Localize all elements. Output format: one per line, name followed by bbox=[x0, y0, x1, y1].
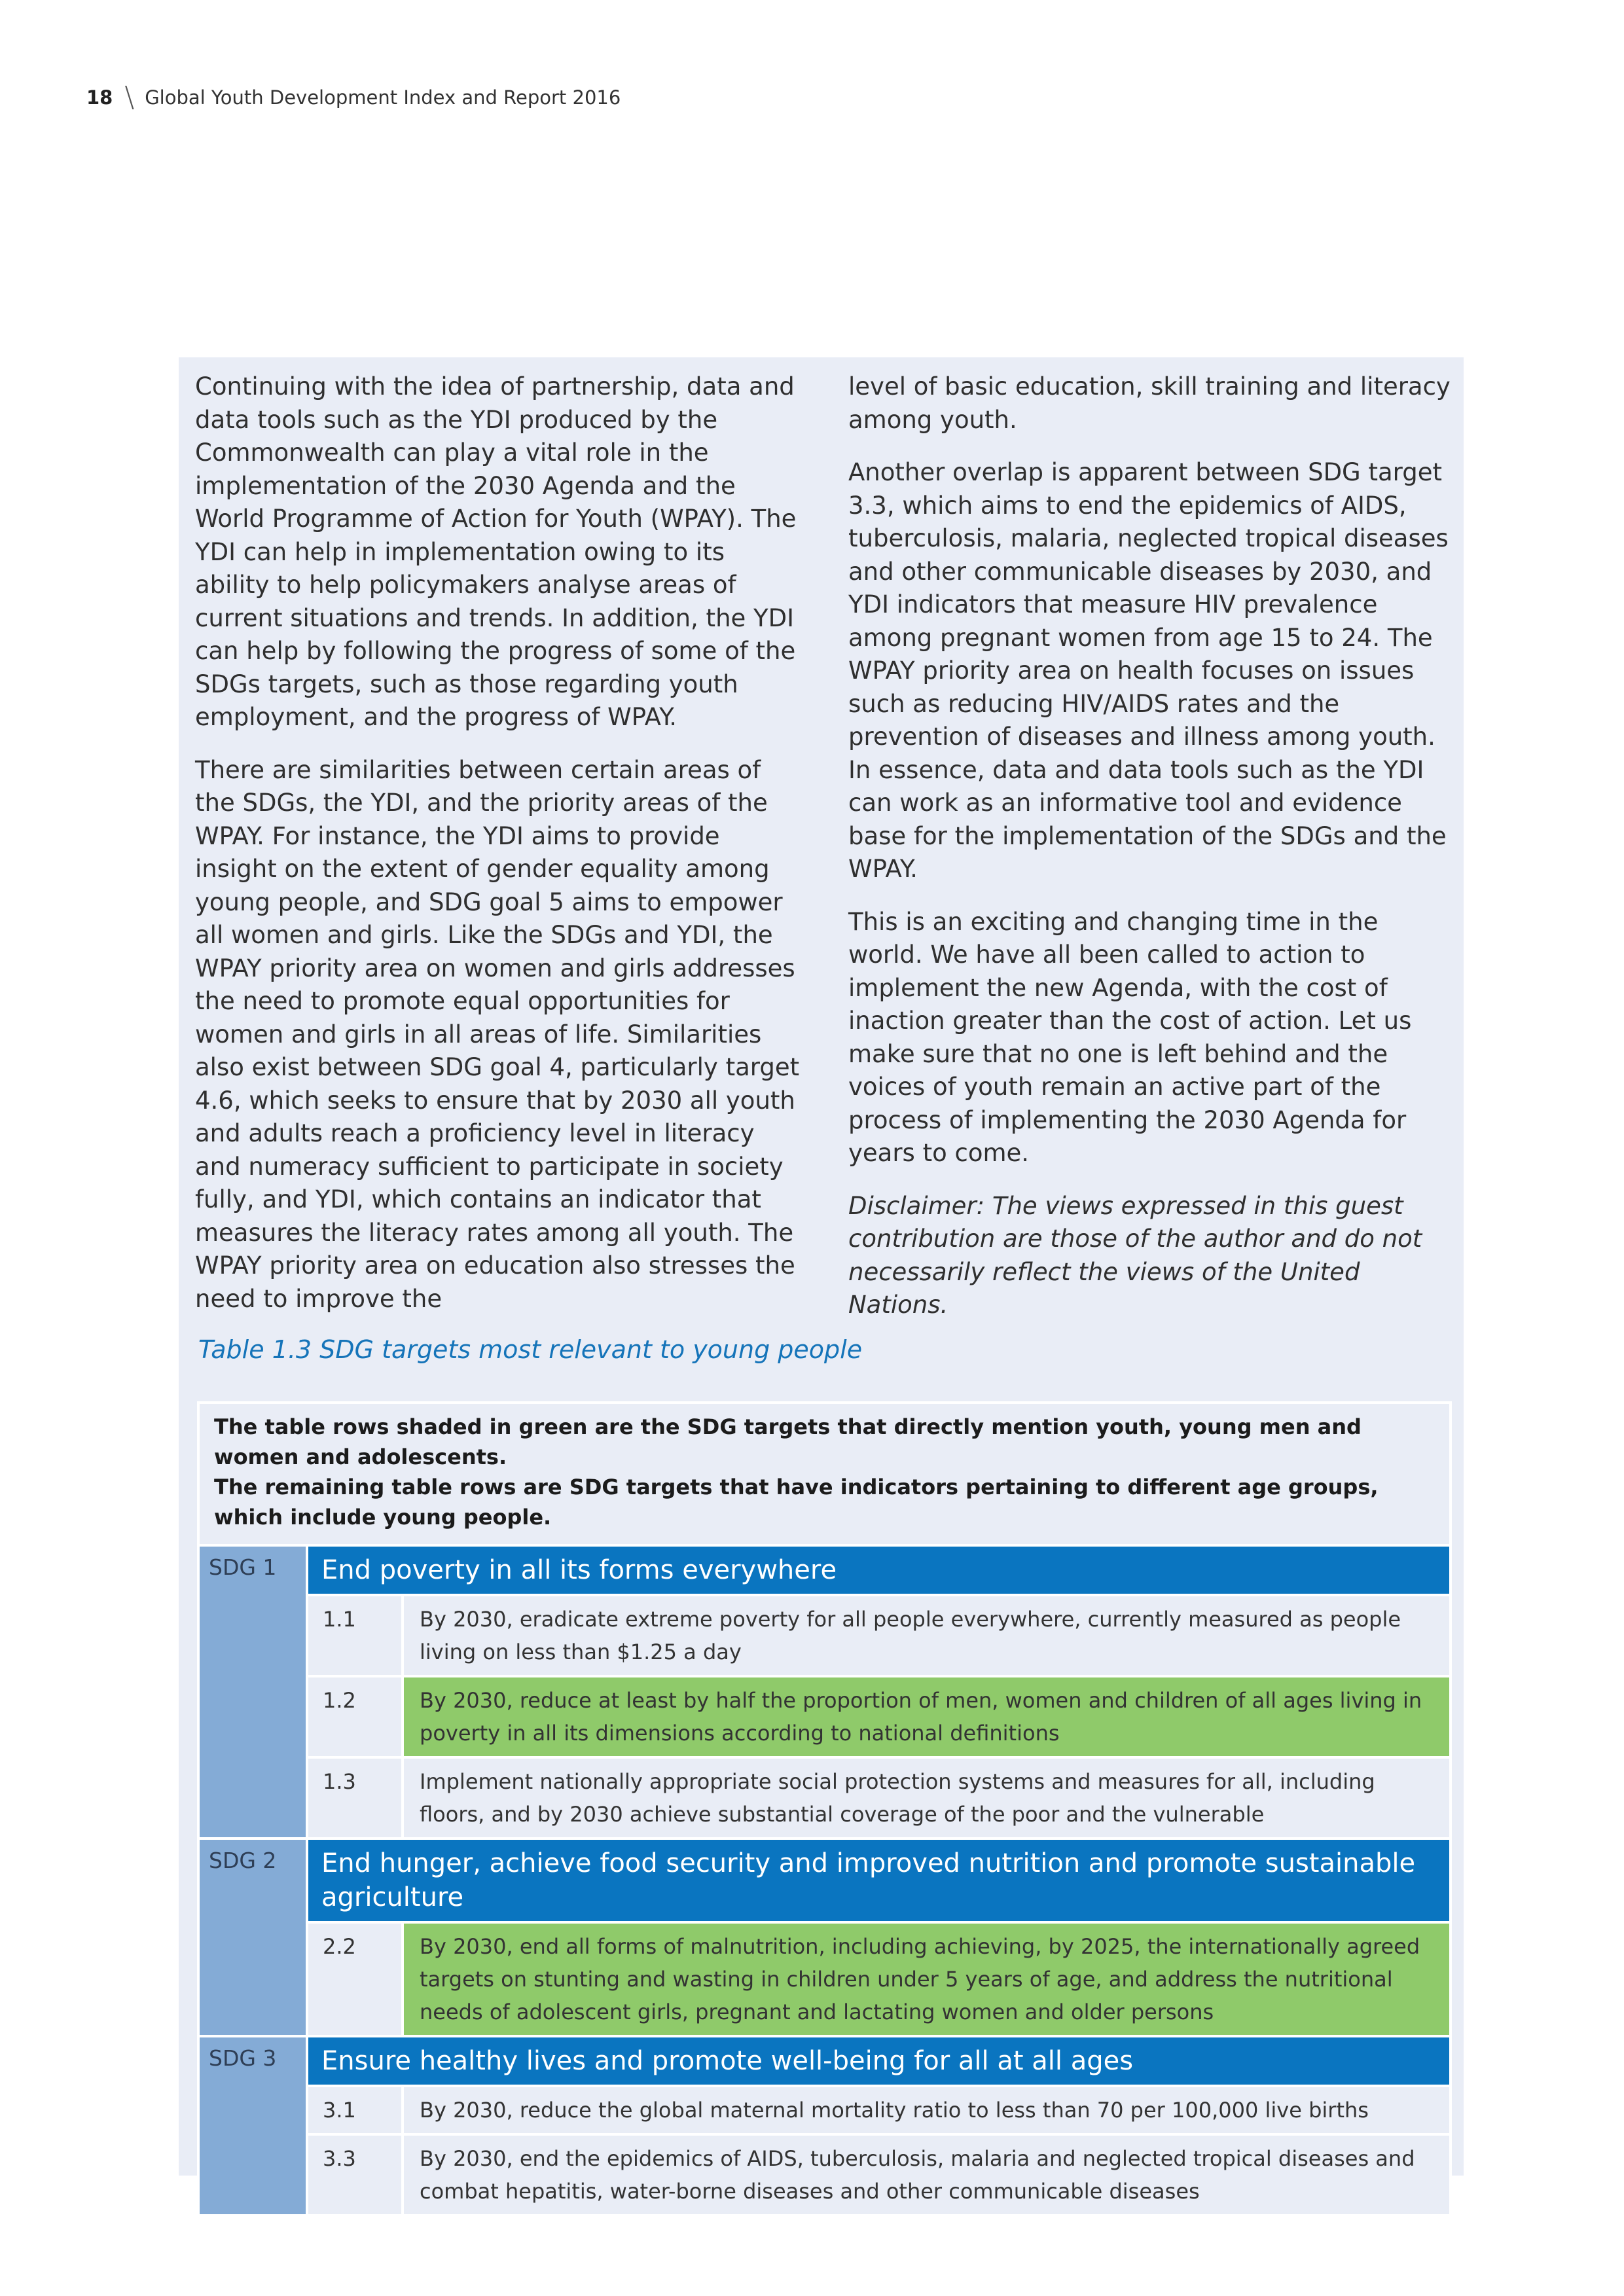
target-number: 1.1 bbox=[307, 1595, 403, 1676]
paragraph: This is an exciting and changing time in the world. We have all been called to action to implement the new Agenda, with the cost of inaction greater than the cost of action. Let us make sure that no one is left behind and the voices of youth remain an active part of the process of implementing the 2030 Agenda for years to come. bbox=[848, 907, 1412, 1167]
target-number: 1.2 bbox=[307, 1676, 403, 1757]
target-text-youth: By 2030, reduce at least by half the proportion of men, women and children of all ages living in poverty in all its dimensions according to national definitions bbox=[403, 1676, 1451, 1757]
target-text: Implement nationally appropriate social protection systems and measures for all, including floors, and by 2030 achieve substantial coverage of the poor and the vulnerable bbox=[403, 1757, 1451, 1839]
disclaimer: Disclaimer: The views expressed in this guest contribution are those of the author and do not necessarily reflect the views of the United Nations. bbox=[848, 1191, 1422, 1319]
paragraph: There are similarities between certain areas of the SDGs, the YDI, and the priority areas of the WPAY. For instance, the YDI aims to provide insight on the extent of gender equality among young people, and SDG goal 5 aims to empower all women and girls. Like the SDGs and YDI, the WPAY priority area on women and girls addresses the need to promote equal opportunities for women and girls in all areas of life. Similarities also exist between SDG goal 4, particularly target 4.6, which seeks to ensure that by 2030 all youth and adults reach a proficiency level in literacy and numeracy sufficient to participate in society fully, and YDI, which contains an indicator that measures the literacy rates among all youth. The WPAY priority area on education also stresses the need to improve the bbox=[195, 755, 800, 1313]
target-text: By 2030, eradicate extreme poverty for all people everywhere, currently measured as people living on less than $1.25 a day bbox=[403, 1595, 1451, 1676]
left-text-column bbox=[195, 370, 801, 1335]
page-number: 18 bbox=[86, 86, 113, 109]
goal-title: End hunger, achieve food security and improved nutrition and promote sustainable agriculture bbox=[307, 1839, 1451, 1922]
table-row bbox=[198, 1595, 1451, 1676]
table-row bbox=[198, 1757, 1451, 1839]
table-row bbox=[198, 1839, 1451, 1922]
goal-title: Ensure healthy lives and promote well-being for all at all ages bbox=[307, 2036, 1451, 2086]
sdg-label: SDG 3 bbox=[198, 2036, 307, 2215]
guest-contribution-panel bbox=[179, 357, 1464, 2204]
target-number: 1.3 bbox=[307, 1757, 403, 1839]
table-intro bbox=[198, 1403, 1451, 1545]
table-row bbox=[198, 2036, 1451, 2086]
page-header bbox=[86, 82, 621, 113]
table-row bbox=[198, 1545, 1451, 1595]
table-row bbox=[198, 2134, 1451, 2215]
target-text: By 2030, end the epidemics of AIDS, tuberculosis, malaria and neglected tropical diseases and combat hepatitis, water-borne diseases and other communicable diseases bbox=[403, 2134, 1451, 2215]
sdg-label: SDG 1 bbox=[198, 1545, 307, 1839]
paragraph: level of basic education, skill training and literacy among youth. bbox=[848, 372, 1451, 434]
sdg-label: SDG 2 bbox=[198, 1839, 307, 2036]
table-row bbox=[198, 1676, 1451, 1757]
target-number: 3.1 bbox=[307, 2086, 403, 2134]
target-number: 2.2 bbox=[307, 1922, 403, 2036]
sdg-targets-table bbox=[197, 1401, 1452, 2217]
table-intro-row bbox=[198, 1403, 1451, 1545]
intro-line: The table rows shaded in green are the SDG targets that directly mention youth, young men and women and adolescents. bbox=[214, 1414, 1362, 1469]
target-number: 3.3 bbox=[307, 2134, 403, 2215]
paragraph: Continuing with the idea of partnership, data and data tools such as the YDI produced by the Commonwealth can play a vital role in the implementation of the 2030 Agenda and the World Programme of Action for Youth (WPAY). The YDI can help in implementation owing to its ability to help policymakers analyse areas of current situations and trends. In addition, the YDI can help by following the progress of some of the SDGs targets, such as those regarding youth employment, and the progress of WPAY. bbox=[195, 372, 797, 731]
target-text-youth: By 2030, end all forms of malnutrition, including achieving, by 2025, the internationally agreed targets on stunting and wasting in children under 5 years of age, and address the nutritional needs of adolescent girls, pregnant and lactating women and older persons bbox=[403, 1922, 1451, 2036]
table-row bbox=[198, 1922, 1451, 2036]
intro-line: The remaining table rows are SDG targets that have indicators pertaining to different age groups, which include young people. bbox=[214, 1475, 1379, 1530]
header-separator: \ bbox=[124, 81, 135, 114]
target-text: By 2030, reduce the global maternal mortality ratio to less than 70 per 100,000 live births bbox=[403, 2086, 1451, 2134]
paragraph: Another overlap is apparent between SDG target 3.3, which aims to end the epidemics of AIDS, tuberculosis, malaria, neglected tropical diseases and other communicable diseases by 2030, and YDI indicators that measure HIV prevalence among pregnant women from age 15 to 24. The WPAY priority area on health focuses on issues such as reducing HIV/AIDS rates and the prevention of diseases and illness among youth. In essence, data and data tools such as the YDI can work as an informative tool and evidence base for the implementation of the SDGs and the WPAY. bbox=[848, 458, 1449, 883]
right-text-column bbox=[848, 370, 1451, 1342]
table-caption: Table 1.3 SDG targets most relevant to young people bbox=[198, 1335, 863, 1364]
table-row bbox=[198, 2086, 1451, 2134]
goal-title: End poverty in all its forms everywhere bbox=[307, 1545, 1451, 1595]
report-title: Global Youth Development Index and Report 2016 bbox=[145, 86, 621, 109]
